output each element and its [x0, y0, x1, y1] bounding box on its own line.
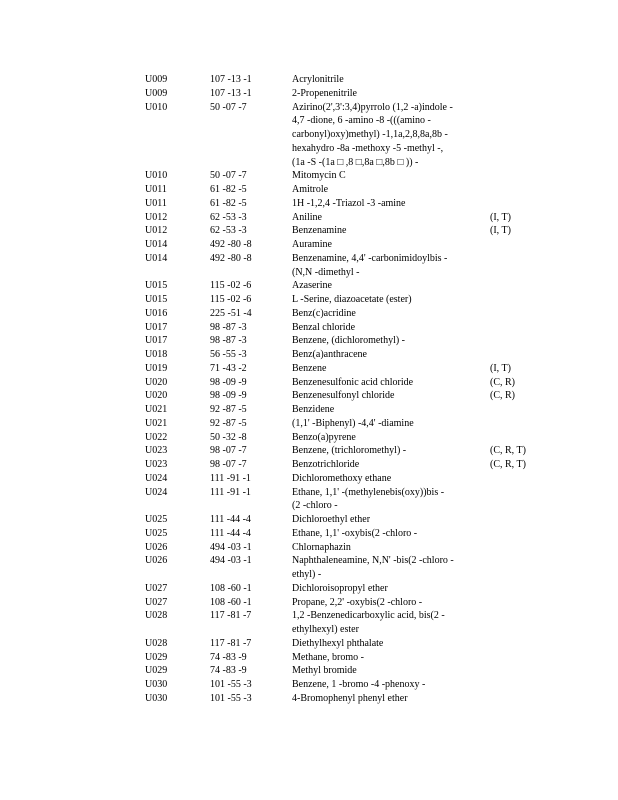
hazard-code: (C, R, T): [490, 459, 526, 470]
table-row: [0, 252, 618, 266]
chemical-name: Acrylonitrile: [292, 74, 344, 85]
waste-code: U019: [145, 362, 168, 374]
cas-number: 101 -55 -3: [210, 692, 252, 704]
chemical-name: Benzene, (trichloromethyl) -: [292, 445, 407, 457]
table-row: [0, 678, 618, 692]
chemical-name: 1H -1,2,4 -Triazol -3 -amine: [292, 197, 406, 209]
table-row: [0, 211, 618, 225]
table-row: [0, 293, 618, 307]
hazard-code: (C, R, T): [490, 445, 526, 457]
cas-number: 50 -32 -8: [210, 431, 247, 443]
cas-number: 107 -13 -1: [210, 74, 252, 85]
cas-number: 74 -83 -9: [210, 651, 247, 663]
chemical-name: Benzenesulfonic acid chloride: [292, 376, 414, 388]
table-row: [0, 541, 618, 555]
cas-number: 111 -91 -1: [210, 486, 251, 498]
chemical-name: Benzidene: [292, 404, 335, 415]
cas-number: 111 -44 -4: [210, 514, 251, 525]
table-row: [0, 362, 618, 376]
waste-code: U009: [145, 74, 168, 85]
table-row: [0, 307, 618, 321]
table-row: [0, 417, 618, 431]
chemical-name: 4,7 -dione, 6 -amino -8 -(((amino -: [292, 115, 431, 127]
hazard-code: (C, R): [490, 390, 515, 402]
hazard-code: (C, R): [490, 376, 515, 388]
waste-code: U009: [145, 87, 168, 99]
cas-number: 494 -03 -1: [210, 555, 252, 567]
cas-number: 115 -02 -6: [210, 294, 252, 305]
table-row: [0, 609, 618, 623]
waste-code: U021: [145, 417, 168, 429]
chemical-name: Ethane, 1,1' -(methylenebis(oxy))bis -: [292, 486, 445, 498]
chemical-name: Benz(c)acridine: [292, 307, 356, 319]
waste-code: U023: [145, 459, 168, 470]
waste-code: U010: [145, 101, 168, 113]
chemical-name: Methane, bromo -: [292, 651, 364, 663]
cas-number: 98 -87 -3: [210, 335, 247, 347]
waste-code: U016: [145, 307, 168, 319]
chemical-name: 2-Propenenitrile: [292, 87, 357, 99]
table-row: [0, 692, 618, 706]
table-row: [0, 513, 618, 527]
table-row: [0, 664, 618, 678]
chemical-name: Benzotrichloride: [292, 459, 360, 470]
cas-number: 92 -87 -5: [210, 404, 247, 415]
table-row: [0, 527, 618, 541]
chemical-name: Benz(a)anthracene: [292, 349, 367, 360]
chemical-name: Benzal chloride: [292, 321, 356, 333]
chemical-name: ethylhexyl) ester: [292, 624, 359, 635]
waste-code: U028: [145, 610, 168, 622]
chemical-name: (2 -chloro -: [292, 500, 338, 512]
table-row: [0, 637, 618, 651]
chemical-name: Propane, 2,2' -oxybis(2 -chloro -: [292, 596, 423, 608]
table-row: [0, 279, 618, 293]
table-row: [0, 486, 618, 500]
cas-number: 56 -55 -3: [210, 349, 247, 360]
cas-number: 61 -82 -5: [210, 197, 247, 209]
chemical-name: Auramine: [292, 239, 332, 250]
waste-code: U020: [145, 376, 168, 388]
waste-code: U012: [145, 225, 168, 237]
table-row: [0, 403, 618, 417]
waste-code: U017: [145, 321, 168, 333]
chemical-name: Dichloroethyl ether: [292, 514, 371, 525]
waste-code: U020: [145, 390, 168, 402]
cas-number: 92 -87 -5: [210, 417, 247, 429]
chemical-name: Dichloroisopropyl ether: [292, 582, 388, 594]
table-row: [0, 169, 618, 183]
table-row: [0, 431, 618, 445]
table-row: [0, 389, 618, 403]
waste-code: U024: [145, 486, 168, 498]
table-row: [0, 73, 618, 87]
chemical-name: (1,1' -Biphenyl) -4,4' -diamine: [292, 417, 414, 429]
waste-code-table: [0, 73, 618, 706]
chemical-name: hexahydro -8a -methoxy -5 -methyl -,: [292, 142, 444, 154]
waste-code: U011: [145, 184, 167, 195]
table-row: [0, 266, 618, 280]
table-row: [0, 623, 618, 637]
chemical-name: Benzene: [292, 362, 327, 374]
waste-code: U021: [145, 404, 168, 415]
chemical-name: Azirino(2',3':3,4)pyrrolo (1,2 -a)indole -: [292, 101, 453, 113]
cas-number: 492 -80 -8: [210, 239, 252, 250]
chemical-name: Benzenamine, 4,4' -carbonimidoylbis -: [292, 252, 448, 264]
waste-code: U010: [145, 170, 168, 182]
cas-number: 62 -53 -3: [210, 211, 247, 223]
table-row: [0, 568, 618, 582]
cas-number: 107 -13 -1: [210, 87, 252, 99]
table-row: [0, 156, 618, 170]
cas-number: 494 -03 -1: [210, 541, 252, 553]
table-row: [0, 87, 618, 101]
table-row: [0, 238, 618, 252]
chemical-name: Methyl bromide: [292, 665, 357, 677]
table-row: [0, 348, 618, 362]
chemical-name: (1a -S -(1a □ ,8 □,8a □,8b □ )) -: [292, 156, 419, 168]
chemical-name: Dichloromethoxy ethane: [292, 472, 392, 484]
waste-code: U025: [145, 527, 168, 539]
table-row: [0, 472, 618, 486]
hazard-code: (I, T): [490, 225, 511, 237]
waste-code: U014: [145, 252, 168, 264]
chemical-name: Mitomycin C: [292, 170, 346, 182]
cas-number: 111 -91 -1: [210, 472, 251, 484]
table-row: [0, 142, 618, 156]
cas-number: 74 -83 -9: [210, 665, 247, 677]
waste-code: U029: [145, 665, 168, 677]
table-row: [0, 444, 618, 458]
waste-code: U024: [145, 472, 168, 484]
cas-number: 62 -53 -3: [210, 225, 247, 237]
hazard-code: (I, T): [490, 362, 511, 374]
chemical-name: Benzenamine: [292, 225, 347, 237]
chemical-name: ethyl) -: [292, 569, 322, 580]
chemical-name: Chlornaphazin: [292, 541, 351, 553]
chemical-name: Benzo(a)pyrene: [292, 431, 356, 443]
chemical-name: Amitrole: [292, 184, 329, 195]
table-row: [0, 582, 618, 596]
chemical-name: carbonyl)oxy)methyl) -1,1a,2,8,8a,8b -: [292, 129, 448, 140]
table-row: [0, 321, 618, 335]
cas-number: 50 -07 -7: [210, 170, 247, 182]
waste-code: U026: [145, 555, 168, 567]
chemical-name: 4-Bromophenyl phenyl ether: [292, 692, 408, 704]
table-row: [0, 596, 618, 610]
cas-number: 101 -55 -3: [210, 679, 252, 690]
hazard-code: (I, T): [490, 211, 511, 223]
table-row: [0, 376, 618, 390]
waste-code: U027: [145, 596, 168, 608]
waste-code: U011: [145, 197, 167, 209]
waste-code: U030: [145, 692, 168, 704]
chemical-name: Aniline: [292, 211, 322, 223]
table-row: [0, 651, 618, 665]
cas-number: 50 -07 -7: [210, 101, 247, 113]
chemical-name: Benzenesulfonyl chloride: [292, 390, 395, 402]
waste-code: U012: [145, 211, 168, 223]
chemical-name: (N,N -dimethyl -: [292, 266, 360, 278]
waste-code: U014: [145, 239, 168, 250]
chemical-name: Naphthaleneamine, N,N' -bis(2 -chloro -: [292, 555, 454, 567]
cas-number: 115 -02 -6: [210, 280, 252, 292]
cas-number: 61 -82 -5: [210, 184, 247, 195]
waste-code: U023: [145, 445, 168, 457]
table-row: [0, 183, 618, 197]
waste-code: U018: [145, 349, 168, 360]
cas-number: 117 -81 -7: [210, 637, 252, 649]
table-row: [0, 499, 618, 513]
waste-code: U026: [145, 541, 168, 553]
waste-code: U027: [145, 582, 168, 594]
table-row: [0, 458, 618, 472]
table-row: [0, 114, 618, 128]
cas-number: 492 -80 -8: [210, 252, 252, 264]
table-row: [0, 101, 618, 115]
cas-number: 117 -81 -7: [210, 610, 252, 622]
table-row: [0, 334, 618, 348]
chemical-name: 1,2 -Benzenedicarboxylic acid, bis(2 -: [292, 610, 445, 622]
waste-code: U022: [145, 431, 168, 443]
cas-number: 98 -09 -9: [210, 390, 247, 402]
chemical-name: L -Serine, diazoacetate (ester): [292, 294, 412, 305]
cas-number: 108 -60 -1: [210, 596, 252, 608]
waste-code: U015: [145, 280, 168, 292]
waste-code: U025: [145, 514, 168, 525]
cas-number: 225 -51 -4: [210, 307, 252, 319]
chemical-name: Benzene, (dichloromethyl) -: [292, 335, 406, 347]
waste-code: U028: [145, 637, 168, 649]
chemical-name: Diethylhexyl phthalate: [292, 637, 384, 649]
cas-number: 98 -07 -7: [210, 459, 247, 470]
cas-number: 98 -09 -9: [210, 376, 247, 388]
table-row: [0, 554, 618, 568]
table-row: [0, 197, 618, 211]
table-row: [0, 224, 618, 238]
chemical-name: Benzene, 1 -bromo -4 -phenoxy -: [292, 679, 426, 690]
waste-code: U015: [145, 294, 168, 305]
cas-number: 111 -44 -4: [210, 527, 251, 539]
cas-number: 98 -07 -7: [210, 445, 247, 457]
table-row: [0, 128, 618, 142]
cas-number: 71 -43 -2: [210, 362, 247, 374]
waste-code: U030: [145, 679, 168, 690]
chemical-name: Azaserine: [292, 280, 332, 292]
cas-number: 108 -60 -1: [210, 582, 252, 594]
chemical-name: Ethane, 1,1' -oxybis(2 -chloro -: [292, 527, 418, 539]
waste-code: U017: [145, 335, 168, 347]
waste-code: U029: [145, 651, 168, 663]
cas-number: 98 -87 -3: [210, 321, 247, 333]
